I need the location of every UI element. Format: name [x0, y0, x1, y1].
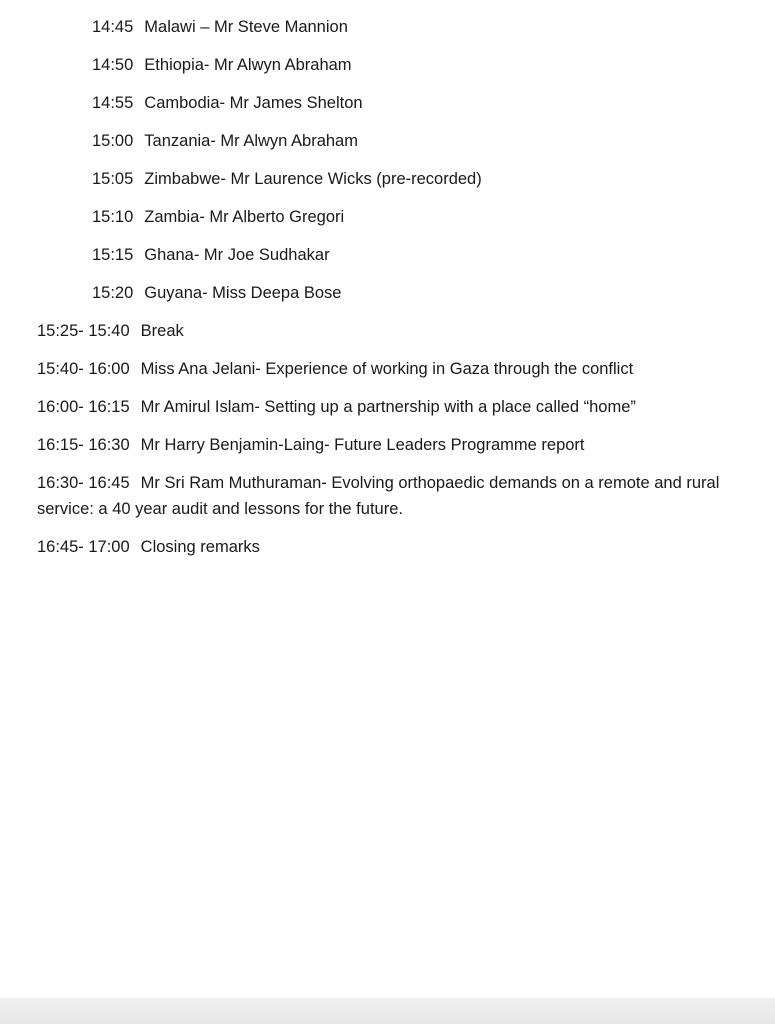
agenda-text: Closing remarks [140, 538, 260, 556]
agenda-item [37, 470, 737, 522]
agenda-text: Break [140, 322, 184, 340]
agenda-item [37, 534, 737, 560]
agenda-time: 16:45- 17:00 [37, 538, 130, 556]
agenda-time: 14:50 [92, 56, 134, 74]
agenda-text: Miss Ana Jelani- Experience of working in Gaza through the conflict [140, 360, 634, 378]
agenda-time: 14:45 [92, 18, 134, 36]
agenda-item [37, 242, 737, 268]
agenda-time: 16:00- 16:15 [37, 398, 130, 416]
agenda-text: Tanzania- Mr Alwyn Abraham [144, 132, 358, 150]
agenda-text: Guyana- Miss Deepa Bose [144, 284, 342, 302]
agenda-time: 16:30- 16:45 [37, 474, 130, 492]
agenda-time: 14:55 [92, 94, 134, 112]
agenda-text: Ghana- Mr Joe Sudhakar [144, 246, 330, 264]
agenda-text: Mr Sri Ram Muthuraman- Evolving orthopaedic demands on a remote and rural service: a 40 year audit and lessons for the future. [37, 474, 720, 518]
agenda-text: Cambodia- Mr James Shelton [144, 94, 363, 112]
agenda-time: 15:05 [92, 170, 134, 188]
agenda-time: 16:15- 16:30 [37, 436, 130, 454]
agenda-item [37, 204, 737, 230]
agenda-time: 15:15 [92, 246, 134, 264]
agenda-item [37, 52, 737, 78]
agenda-item [37, 14, 737, 40]
agenda-list [37, 14, 737, 572]
agenda-text: Ethiopia- Mr Alwyn Abraham [144, 56, 352, 74]
agenda-time: 15:25- 15:40 [37, 322, 130, 340]
agenda-item [37, 356, 737, 382]
agenda-time: 15:10 [92, 208, 134, 226]
agenda-time: 15:20 [92, 284, 134, 302]
agenda-item [37, 318, 737, 344]
agenda-item [37, 280, 737, 306]
agenda-item [37, 90, 737, 116]
agenda-time: 15:40- 16:00 [37, 360, 130, 378]
agenda-item [37, 166, 737, 192]
agenda-item [37, 432, 737, 458]
agenda-text: Malawi – Mr Steve Mannion [144, 18, 348, 36]
agenda-text: Zimbabwe- Mr Laurence Wicks (pre-recorded) [144, 170, 482, 188]
agenda-text: Mr Harry Benjamin-Laing- Future Leaders Programme report [140, 436, 585, 454]
agenda-item [37, 394, 737, 420]
agenda-text: Zambia- Mr Alberto Gregori [144, 208, 345, 226]
agenda-item [37, 128, 737, 154]
agenda-time: 15:00 [92, 132, 134, 150]
agenda-text: Mr Amirul Islam- Setting up a partnership with a place called “home” [140, 398, 636, 416]
viewer-bottom-edge [0, 998, 775, 1024]
